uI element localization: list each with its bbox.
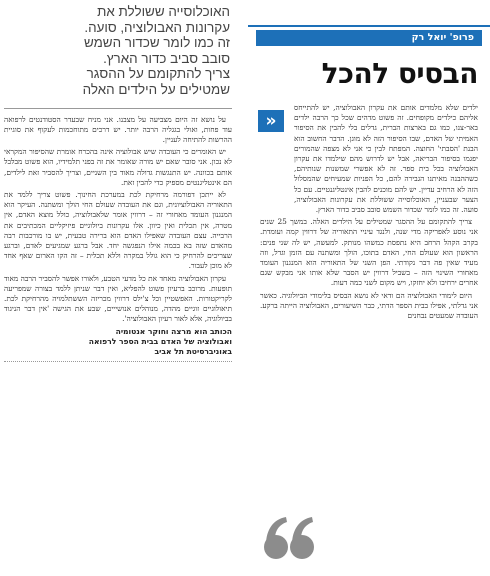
- pull-quote-line: צריך להתקומם על ההסגר: [86, 66, 230, 82]
- article-paragraph: על נושא זה היום מצביעה על מצבנו. אני מניח שבעדר הסטודנטים לרפואה עוד פחות, ואולי בגגליה הרבה יותר. יש דרכים מתוחכמות לעקוף את סוגיית ההרשות להתיחה לעניין.: [4, 114, 232, 144]
- article-paragraph: לא ייתכן דפורמה מרחיקת לכת במערכת החינוך. פשוט צריך ללמד את התאוריה האבולוציונית, וגם את העובדה שעולם החי הולך ומשתנה. העיקר הוא המנגנון העומד מאחורי זה – דרווין אומר שלאבולוציה, כולל מוצא האדם, אין מטרה, אין תכלית ואין כיוון. אלו עקרונות ביולוגיים פיזיקליים המכתיבים את הרבייה. עצם העובדה שאפילו האדם הוא ברירה טבעית, יש בו מורכבות רבה מהאדם שזה בא בכמה אילו הנפגשה יחד. אבל ברגע שמגיעים לאדם, וברגע שצריכים להרחיק כי הוא גולל במקרה וללא תכלית – זה הקו הארום שאף אחד לא מוכן לעבור.: [4, 189, 232, 271]
- author-note-line: באוניברסיטת תל אביב: [154, 346, 232, 356]
- author-note-line: הכותב הוא מרצה וחוקר אנטומיה: [115, 326, 232, 336]
- article-paragraph: צריך להתקומם על ההסגר שמטילים על הילדים האלה. במשך 25 שנים אני נוסע לאפריקה מדי שנה, ולנגד עיניי התאוריה של דרווין קמה ועומדת. בקרב הקהל הרחב היא נתפסת כמשהו מנותק. למעשה, יש לה שני פנים: הראשון הוא שעולם החי, האדם בתוכו, הולך ומשתנה עם הזמן וגדל, וזה מעיד שאין פה דבר נקודתי. הפן השני של התאוריה הוא המנגנון העומד מאחורי השינוי הזה – בשביל דרווין יש הסבר שלא אותו אני מבקש שגם אחרים ירחיבו ולא יחזקו, ויש מקום לשני כמה דעות.: [260, 217, 478, 288]
- article-paragraph: יש האומרים כי העובדה שיש אבולוציה אינה בהכרח אומרת שהסיפור המקראי לא נכון. אני סובר שאם יש מורה שאומר את זה בפני תלמידיו, הוא פשוט מבלבל אותם בכוונה. יש התנגשות גדולה מאוד בין השניים, וצריך להסביר זאת לילדים, הם אינטליגנטים מספיק כדי להבין זאת.: [4, 147, 232, 187]
- pull-quote-line: האוכלוסייה ששוללת את: [97, 4, 230, 19]
- author-note-line: ואבולוציה של האדם בבית הספר לרפואה: [88, 336, 232, 346]
- pull-quote-line: עקרונות האבולוציה, סועה.: [84, 19, 230, 35]
- article-paragraph: היום לימודי האבולוציה הם ודאי לא נושא הבסיס בלימודי הביולוגיה. כאשר אני גדלתי, אפילו בבית הספר הדתי, כבר השיעורים, האבולוציה הייתה ברקע. העובדה שמעטים נבחנים: [260, 290, 478, 321]
- left-column: [4, 0, 232, 576]
- headline: הבסיס להכל: [321, 57, 478, 90]
- left-article-body: [4, 115, 232, 325]
- divider: [4, 108, 232, 109]
- right-column: [248, 0, 490, 576]
- pull-quote-line: זה כמו לומר שכדור השמש: [83, 35, 230, 51]
- double-chevron-icon: «: [258, 110, 284, 132]
- byline: פרופ' יואל רק: [256, 30, 482, 46]
- top-rule: [248, 25, 490, 27]
- pull-quote-line: שמטילים על הילדים האלה: [82, 81, 230, 97]
- article-paragraph: ילדים שלא מלמדים אותם את עקרון האבולוציה, יש להתייחס אליהם כילדים מקופחים. זה פשוט מדהים שכל כך הרבה ילדים באר-צנו, כמו גם בארצות הברית, גדלים בלי להבין את הסיפור האמיתי של האדם, שבו הסיפור הזה לא מוגן. הדבר החשוב הוא הבנת 'הסבתי' החוצה. המפתח לבין כי אני לא מצפה שהמורים יפגמו בסיפור הבריאה, אבל יש לדרוש מהם שילמדו את עקרון האבולוציה בכל בית ספר. זה לא אפשרי שמשנות שנותיהם, כשההבנה מאיתנו הגבירה להם, כל הפניות שמעיחים שהמסלול הזה לא הרחיב עדיין. יש להם מוכנים להבין אינטליגנטיים. עם כל הצער שבעניין, האוכלוסייה ששוללת את עקרונות האבולוציה, סועה. זה כמו לומר שכדור השמש סובב סביב כדור הארץ.: [294, 103, 478, 215]
- article-paragraph: עקרון האבולוציה מאחד את כל מדעי הטבע, ולאורו אפשר להסביר הרבה מאוד תופעות. מרוכב ברעיון פשוט להפליא, ואין דבר שניתן ללמד בצורה שמפריעה לקריקטורות. האפשטיין וכל צ'ילס דרווין מכריזה הששתלמויה מהרחיקת לכת. תיאולוגיים זוגיים מהדה, מנוהלים אנושייים, שבע את הגישה 'אין דבר הניגוד בביולוגיה, אלא לאור רעיון האבולוציה'.: [4, 273, 232, 324]
- main-article-body: [260, 103, 478, 323]
- author-note: [4, 327, 232, 357]
- dotted-divider: [4, 361, 232, 362]
- quotation-mark-icon: [262, 515, 316, 565]
- pull-quote-line: סובב סביב כדור הארץ.: [103, 50, 230, 66]
- pull-quote: [4, 4, 230, 98]
